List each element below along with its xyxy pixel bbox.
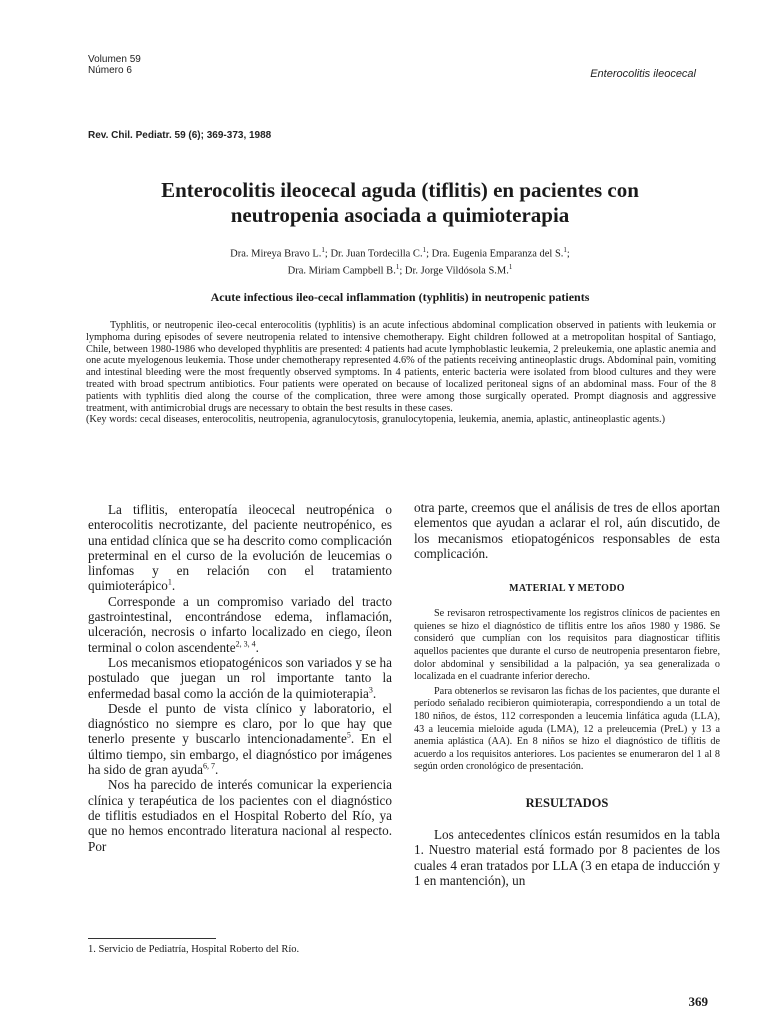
running-title: Enterocolitis ileocecal <box>590 68 696 80</box>
english-title: Acute infectious ileo-cecal inflammation (typhlitis) in neutropenic patients <box>210 290 590 304</box>
reference: 5 <box>346 731 351 741</box>
author-name: Dra. Mireya Bravo L. <box>230 248 322 260</box>
author-list <box>100 244 700 277</box>
author-affiliation: 1 <box>422 246 427 254</box>
page-number: 369 <box>688 994 708 1009</box>
paragraph: Los antecedentes clínicos están resumidos en la tabla 1. Nuestro material está formado por 8 pacientes de los cuales 4 eran tratados por LLA (3 en etapa de inducción y 1 en mantención), un <box>414 826 720 888</box>
paragraph: otra parte, creemos que el análisis de tres de ellos aportan elementos que ayudan a aclarar el rol, aún discutido, de los mecanismos etiopatogénicos responsables de esta complicación. <box>414 500 720 561</box>
citation: Rev. Chil. Pediatr. 59 (6); 369-373, 1988 <box>88 130 272 141</box>
reference: 1 <box>167 578 172 588</box>
author-affiliation: 1 <box>563 246 567 254</box>
author-name: Dra. Miriam Campbell B. <box>287 265 396 276</box>
reference: 2, 3, 4 <box>235 639 256 649</box>
author-name: Dr. Juan Tordecilla C. <box>330 248 423 260</box>
footnote: 1. Servicio de Pediatría, Hospital Roberto del Río. <box>88 944 300 955</box>
paragraph: Nos ha parecido de interés comunicar la experiencia clínica y terapéutica de los pacientes con el diagnóstico de tiflitis estudiados en el Hospital Roberto del Río, ya que no hemos encontrado literatura nacional al respecto. Por <box>88 777 392 854</box>
abstract-text: Typhlitis, or neutropenic ileo-cecal enterocolitis (typhlitis) is an acute infectious abdominal complication observed in patients with leukemia or lymphoma during episodes of severe neutropenia related to intensive chemotherapy. Eight children followed at a metropolitan hospital of Santiago, Chile, between 1980-1986 who developed thyphlitis are presented: 4 patients had acute lymphoblastic leukemia, 2 preleukemia, one aplastic anemia and one acute myelogenous leukemia. Those under chemotherapy represented 4.6% of the patients receiving antineoplastic drugs. Abdominal pain, vomiting and intestinal bleeding were the most frequently observed symptoms. In 4 patients, enteric bacteria were isolated from blood cultures and they were treated with broad spectrum antibiotics. Four patients were operated on because of localized peritoneal signs of an abdominal mass. Four of the 8 patients with typhlitis died along the course of the complication, three were among those surgically operated. Prompt diagnosis and aggressive treatment, with antimicrobial drugs are necessary to obtain the best results in these cases. <box>86 320 716 414</box>
title-line-2: neutropenia asociada a quimioterapia <box>230 203 570 227</box>
paragraph: Los mecanismos etiopatogénicos son variados y se ha postulado que juegan un rol importante tanto la enfermedad basal como la acción de la quimioterapia$^3$. <box>88 654 392 701</box>
author-affiliation: 1 <box>395 262 400 271</box>
results-section <box>414 827 720 888</box>
section-heading-results: RESULTADOS <box>525 795 609 810</box>
reference: 3 <box>368 685 373 695</box>
reference: 6, 7 <box>203 761 215 771</box>
abstract <box>86 320 716 426</box>
keywords: (Key words: cecal diseases, enterocolitis, neutropenia, agranulocytosis, granulocytopenia, leukemia, anemia, aplastic, antineoplastic agents.) <box>86 414 665 426</box>
author-line-2: Dra. Miriam Campbell B.$^1$; Dr. Jorge Vildósola S.M.$^1$ <box>287 262 513 276</box>
left-column <box>88 502 392 854</box>
volume-label: Volumen 59 <box>88 54 141 65</box>
number-label: Número 6 <box>88 65 132 76</box>
paragraph: Se revisaron retrospectivamente los registros clínicos de pacientes en quienes se hizo el diagnóstico de tiflitis entre los años 1980 y 1986. Se consideró que cumplían con los requisitos para diagnosticar tiflitis aquellos pacientes que durante el curso de neutropenia presentaron fiebre, dolor abdominal y sensibilidad a la palpación, ya sea generalizada o localizada en el cuadrante inferior derecho. <box>414 608 720 683</box>
paragraph: La tiflitis, enteropatía ileocecal neutropénica o enterocolitis necrotizante, del paciente neutropénico, es una entidad clínica que se ha descrito como complicación preterminal en el curso de la evolución de leucemias o linfomas y en relación con el tratamiento quimioterápico$^1$. <box>88 502 392 594</box>
author-name: Dra. Eugenia Emparanza del S. <box>431 248 564 260</box>
material-section <box>414 608 720 774</box>
right-column <box>414 500 720 888</box>
journal-issue <box>88 54 141 76</box>
author-line-1: Dra. Mireya Bravo L.$^1$; Dr. Juan Tordecilla C.$^1$; Dra. Eugenia Emparanza del S.$^1$; <box>230 246 570 260</box>
title-line-1: Enterocolitis ileocecal aguda (tiflitis) en pacientes con <box>161 178 639 202</box>
paragraph: Corresponde a un compromiso variado del tracto gastrointestinal, encontrándose edema, inflamación, ulceración, necrosis o infarto localizado en ciego, íleon terminal o colon ascendente$^{2, 3, 4}$. <box>88 593 392 655</box>
section-heading-material: MATERIAL Y METODO <box>509 583 625 595</box>
article-title <box>100 178 700 228</box>
author-name: Dr. Jorge Vildósola S.M. <box>404 265 509 276</box>
paragraph: Para obtenerlos se revisaron las fichas de los pacientes, que durante el período señalado recibieron quimioterapia, correspondiendo a un total de 180 niños, de éstos, 112 corresponden a leucemia linfática aguda (LLA), 43 a leucemia mieloide aguda (LMA), 12 a preleucemia (PreL) y 13 a anemia aplástica (AA). En 8 niños se hizo el diagnóstico de tiflitis de acuerdo a los requisitos anteriores. Los pacientes se enumeraron del 1 al 8 según orden cronológico de presentación. <box>414 685 720 773</box>
paragraph: Desde el punto de vista clínico y laboratorio, el diagnóstico no siempre es claro, por lo que hay que tenerlo presente y buscarlo intencionadamente$^5$. En el último tiempo, sin embargo, el diagnóstico por imágenes ha sido de gran ayuda$^{6, 7}$. <box>88 700 392 778</box>
footnote-divider <box>88 938 216 939</box>
author-affiliation: 1 <box>508 262 513 271</box>
author-affiliation: 1 <box>321 246 325 254</box>
